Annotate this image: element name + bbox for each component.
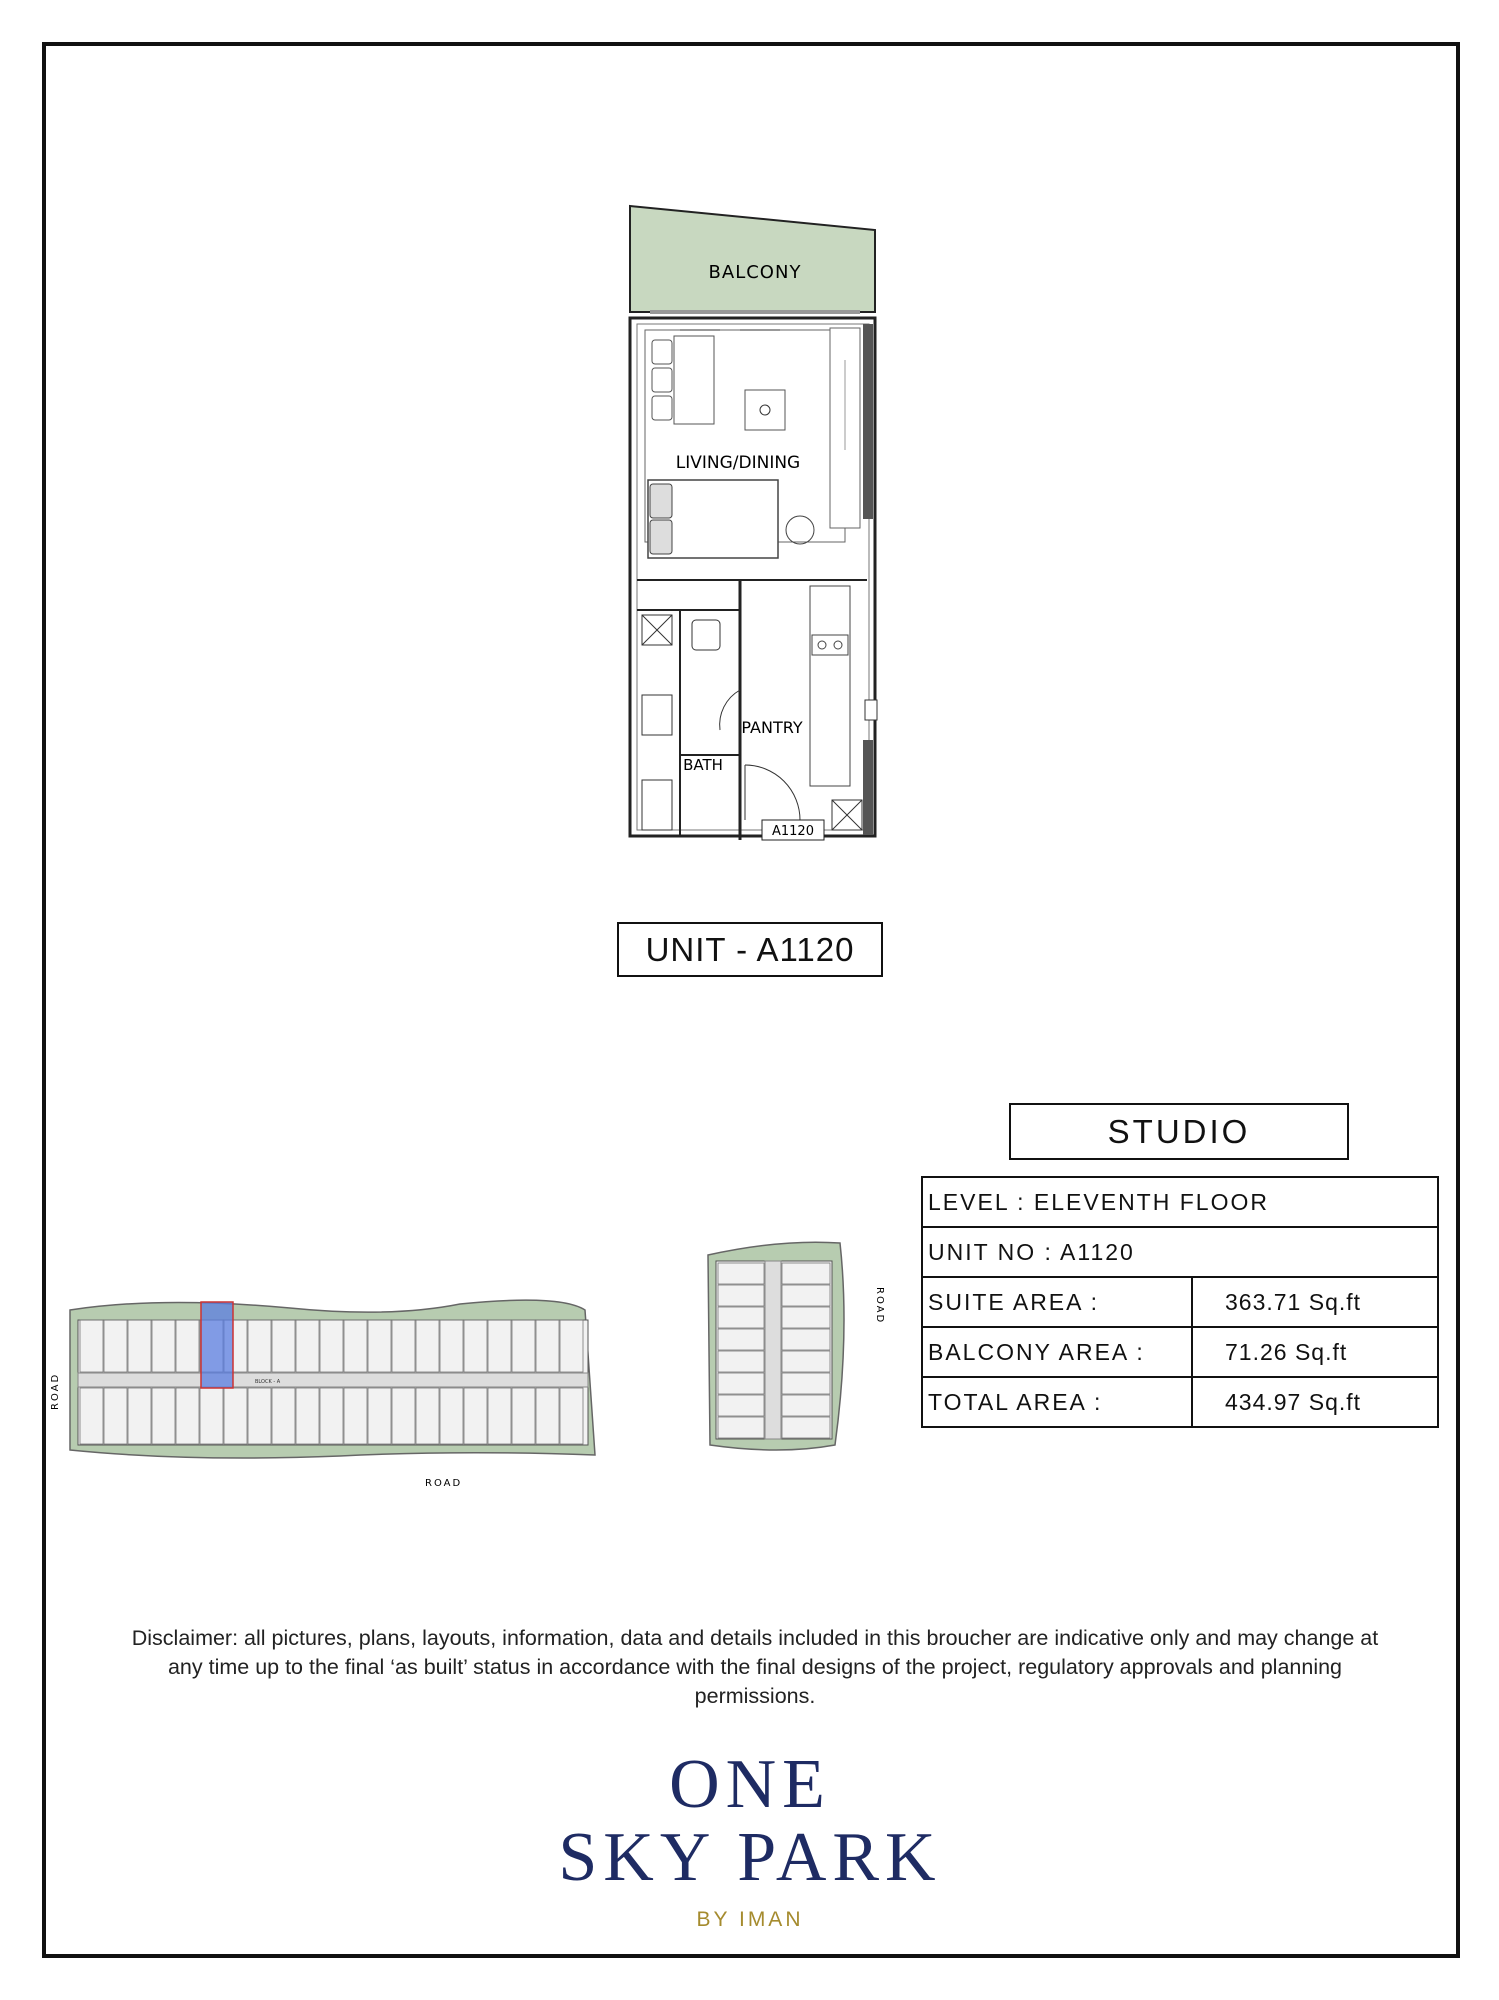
key-plan-block-b [700, 1235, 890, 1465]
table-row [922, 1327, 1438, 1377]
unit-info-table [921, 1176, 1439, 1428]
total-area-value: 434.97 Sq.ft [1192, 1377, 1438, 1427]
key-plan-block-a [40, 1290, 600, 1500]
disclaimer-text: Disclaimer: all pictures, plans, layouts, information, data and details included in this broucher are indicative only and may change at any time up to the final ‘as built’ status in accordance with the final designs of the project, regulatory approvals and planning permissions. [131, 1626, 1379, 1708]
level-cell: LEVEL : ELEVENTH FLOOR [922, 1177, 1438, 1227]
unit-title-box: UNIT - A1120 [617, 922, 883, 977]
toilet-icon [692, 620, 720, 650]
block-label: BLOCK - A [255, 1379, 281, 1385]
total-area-label: TOTAL AREA : [922, 1377, 1192, 1427]
door-tag: A1120 [772, 824, 814, 839]
pantry-label: PANTRY [741, 718, 803, 737]
balcony-area-value: 71.26 Sq.ft [1192, 1327, 1438, 1377]
balcony-area-label: BALCONY AREA : [922, 1327, 1192, 1377]
road-label-left: ROAD [50, 1372, 61, 1410]
balcony-label: BALCONY [708, 262, 802, 283]
unit-floor-plan [620, 200, 890, 850]
unit-no-cell: UNIT NO : A1120 [922, 1227, 1438, 1277]
road-label-right: ROAD [874, 1287, 885, 1325]
table-row [922, 1277, 1438, 1327]
brand-logo [500, 1746, 1000, 1932]
unit-type-box: STUDIO [1009, 1103, 1349, 1160]
suite-area-label: SUITE AREA : [922, 1277, 1192, 1327]
table-row [922, 1227, 1438, 1277]
logo-line-one: ONE [669, 1746, 831, 1823]
logo-line-sky-park: SKY PARK [558, 1819, 942, 1896]
living-dining-label: LIVING/DINING [675, 453, 801, 473]
logo-byline: BY IMAN [696, 1908, 804, 1931]
table-row [922, 1177, 1438, 1227]
balcony-area [630, 206, 875, 312]
road-label-bottom: ROAD [425, 1478, 463, 1489]
suite-area-value: 363.71 Sq.ft [1192, 1277, 1438, 1327]
table-row [922, 1377, 1438, 1427]
bath-label: BATH [683, 756, 723, 774]
highlighted-unit-marker [201, 1302, 233, 1388]
